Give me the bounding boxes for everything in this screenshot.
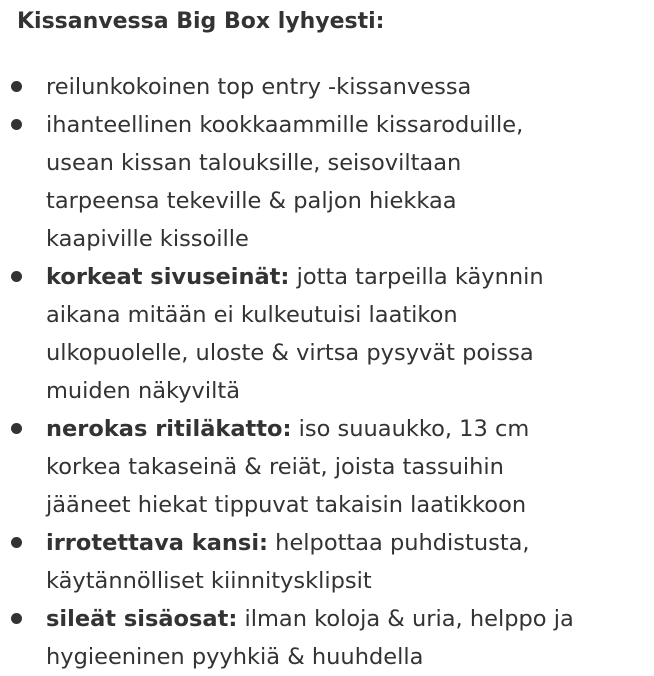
feature-item-removable-cover bbox=[0, 524, 654, 600]
bullet-dot-icon bbox=[11, 81, 22, 92]
feature-term: korkeat sivuseinät: bbox=[46, 264, 290, 290]
feature-text-line: jääneet hiekat tippuvat takaisin laatikkoon bbox=[46, 492, 527, 518]
feature-text-line: muiden näkyviltä bbox=[46, 378, 240, 404]
feature-item-suitability bbox=[0, 106, 654, 258]
feature-list bbox=[0, 68, 654, 676]
summary-heading: Kissanvessa Big Box lyhyesti: bbox=[17, 9, 385, 34]
feature-text-line: usean kissan talouksille, seisoviltaan bbox=[46, 150, 462, 176]
feature-text-line: ihanteellinen kookkaammille kissaroduille, bbox=[46, 112, 524, 138]
bullet-dot-icon bbox=[11, 613, 22, 624]
feature-term: irrotettava kansi: bbox=[46, 530, 269, 556]
bullet-dot-icon bbox=[11, 119, 22, 130]
feature-item-high-walls bbox=[0, 258, 654, 410]
feature-text-line: aikana mitään ei kulkeutuisi laatikon bbox=[46, 302, 458, 328]
feature-text-line: korkea takaseinä & reiät, joista tassuihin bbox=[46, 454, 504, 480]
feature-item-smooth-interior bbox=[0, 600, 654, 676]
feature-text-line: tarpeensa tekeville & paljon hiekkaa bbox=[46, 188, 457, 214]
feature-text-line: ulkopuolelle, uloste & virtsa pysyvät poissa bbox=[46, 340, 534, 366]
feature-text-line: reilunkokoinen top entry -kissanvessa bbox=[46, 74, 472, 100]
bullet-dot-icon bbox=[11, 423, 22, 434]
feature-text-line: korkeat sivuseinät: jotta tarpeilla käynnin bbox=[46, 264, 544, 290]
feature-text-line: sileät sisäosat: ilman koloja & uria, helppo ja bbox=[46, 606, 574, 632]
feature-term: nerokas ritiläkatto: bbox=[46, 416, 292, 442]
feature-item-size bbox=[0, 68, 654, 106]
feature-text-line: irrotettava kansi: helpottaa puhdistusta, bbox=[46, 530, 530, 556]
feature-term: sileät sisäosat: bbox=[46, 606, 238, 632]
feature-text-line: käytännölliset kiinnitysklipsit bbox=[46, 568, 372, 594]
feature-text-line: kaapiville kissoille bbox=[46, 226, 249, 252]
feature-text-line: hygieeninen pyyhkiä & huuhdella bbox=[46, 644, 424, 670]
bullet-dot-icon bbox=[11, 537, 22, 548]
bullet-dot-icon bbox=[11, 271, 22, 282]
feature-text-line: nerokas ritiläkatto: iso suuaukko, 13 cm bbox=[46, 416, 530, 442]
feature-item-grate-lid bbox=[0, 410, 654, 524]
